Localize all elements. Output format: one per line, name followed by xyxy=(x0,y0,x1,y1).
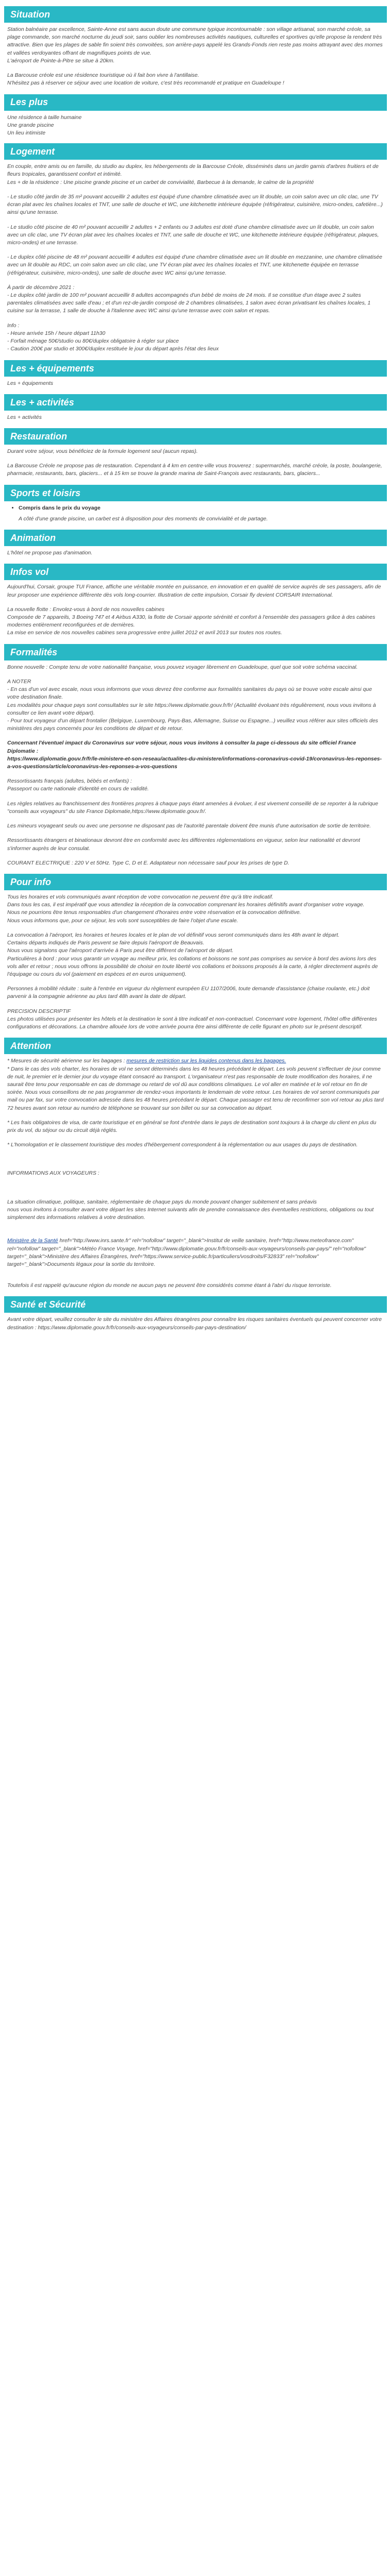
section-title: Les + activités xyxy=(10,397,74,408)
liquids-restriction-link[interactable]: mesures de restriction sur les liquides contenus dans les bagages. xyxy=(126,1058,286,1064)
sports-section xyxy=(7,504,384,523)
sports-list xyxy=(7,504,384,512)
page-content xyxy=(0,6,391,1332)
formalites-section xyxy=(7,664,384,867)
section-header-formalites xyxy=(4,644,387,660)
equipements-section xyxy=(7,380,384,387)
section-header-restauration xyxy=(4,428,387,445)
section-title: Attention xyxy=(10,1041,51,1052)
paragraph-bold: Concernant l'éventuel impact du Coronavirus sur votre séjour, nous vous invitons à consulter la page ci-dessous du site officiel France Diplomatie : https://www.diplomatie.gouv.fr/fr/le-ministere-et-son-reseau/actualites-du-ministere/informations-coronavirus-covid-19/coronavirus-les-reponses-a-vos-questions/article/coronavirus-les-reponses-a-vos-questions xyxy=(7,740,382,770)
paragraph: Info : - Heure arrivée 15h / heure départ 11h30 - Forfait ménage 50€/studio ou 80€/duplex obligatoire à régler sur place - Caution 200€ par studio et 300€/duplex restituée le jour du départ après l'état des lieux xyxy=(7,322,219,352)
paragraph: - Le duplex côté piscine de 48 m² pouvant accueillir 4 adultes est équipé d'une chambre climatisée avec un lit double en mezzanine, une chambre climatisée avec un lit double au RDC, un coin salon avec un clic clac, une TV écran plat avec les chaînes locales et TNT, une kitchenette équipée en terrasse (réfrigérateur, cuisinière, micro-ondes), une salle de douche avec WC ainsi qu'une terrasse. xyxy=(7,254,382,276)
section-header-pourinfo xyxy=(4,874,387,890)
section-header-animation xyxy=(4,530,387,546)
paragraph: Personnes à mobilité réduite : suite à l'entrée en vigueur du règlement européen EU 1107/2006, toute demande d'assistance (chaise roulante, etc.) doit parvenir à la compagnie aérienne au plus tard 48h avant la date de départ. xyxy=(7,986,370,1000)
paragraph: Toutefois il est rappelé qu'aucune région du monde ne aucun pays ne peuvent être considérés comme étant à l'abri du risque terroriste. xyxy=(7,1282,332,1289)
paragraph xyxy=(7,1237,384,1268)
section-header-activites xyxy=(4,394,387,411)
paragraph: INFORMATIONS AUX VOYAGEURS : xyxy=(7,1170,100,1177)
section-title: Animation xyxy=(10,533,56,544)
section-title: Situation xyxy=(10,9,50,20)
section-title: Santé et Sécurité xyxy=(10,1299,86,1310)
section-title: Infos vol xyxy=(10,567,49,578)
plus-list xyxy=(7,114,384,138)
paragraph: PRECISION DESCRIPTIF Les photos utilisées pour présenter les hôtels et la destination le sont à titre indicatif et non-contractuel. Concernant votre logement, l'hôtel offre différentes configurations et décorations. La chambre allouée lors de votre arrivée pourra être ainsi différente de celle figurant en photo sur le présent descriptif. xyxy=(7,1008,377,1030)
paragraph: Les + activités xyxy=(7,414,42,420)
paragraph: La Barcouse créole est une résidence touristique où il fait bon vivre à l'antillaise. N'hésitez pas à réserver ce séjour avec une location de voiture, c'est très recommandé et pratique en Guadeloupe ! xyxy=(7,72,284,87)
section-title: Logement xyxy=(10,146,55,157)
list-item: • Compris dans le prix du voyage xyxy=(19,504,384,512)
section-header-equipements xyxy=(4,360,387,377)
paragraph: La nouvelle flotte : Envolez-vous à bord de nos nouvelles cabines Composée de 7 appareils, 3 Boeing 747 et 4 Airbus A330, la flotte de Corsair apporte sérénité et confort à l'ensemble des passagers grâce à des cabines modernes entièrement reconfigurées et de dernières. La mise en service de nos nouvelles cabines sera progressive entre juillet 2012 et avril 2013 sur toutes nos routes. xyxy=(7,606,376,636)
paragraph: En couple, entre amis ou en famille, du studio au duplex, les hébergements de la Barcouse Créole, disséminés dans un jardin garnis d'arbres fruitiers et de fleurs tropicales, garantissent confort et intimité. Les + de la résidence : Une piscine grande piscine et un carbet de convivialité, Barbecue à la demande, le calme de la propriété xyxy=(7,163,379,185)
paragraph: La situation climatique, politique, sanitaire, réglementaire de chaque pays du monde pouvant changer subitement et sans préavis nous vous invitons à consulter avant votre départ les sites Internet suivants afin de prendre connaissance des éventuelles restrictions, obligations ou tout simplement des informations relatives à votre destination. xyxy=(7,1198,374,1221)
logement-section xyxy=(7,163,384,353)
paragraph: Aujourd'hui, Corsair, groupe TUI France, affiche une véritable montée en puissance, en innovation et en qualité de service auprès de ses passagers, afin de leur proposer une expérience différente dès vols long-courrier. Illustration de cette impulsion, Corsair fly devient CORSAIR International. xyxy=(7,584,381,598)
paragraph: Les règles relatives au franchissement des frontières propres à chaque pays étant amenées à évoluer, il est vivement conseillé de se reporter à la rubrique "conseils aux voyageurs" du site France Diplomatie,https://www.diplomatie.gouv.fr/. xyxy=(7,800,379,815)
paragraph: - Le studio côté piscine de 40 m² pouvant accueillir 2 adultes + 2 enfants ou 3 adultes est doté d'une chambre climatisée avec un lit double, un coin salon avec un clic clac, une TV écran plat avec les chaînes locales et TNT, une salle de douche et WC, une kitchenette intérieure équipée (réfrigérateur, plaques, micro-ondes) et une terrasse. xyxy=(7,224,379,246)
section-header-logement xyxy=(4,143,387,160)
section-title: Pour info xyxy=(10,876,51,887)
paragraph: COURANT ELECTRIQUE : 220 V et 50Hz. Type C, D et E. Adaptateur non nécessaire sauf pour les prises de type D. xyxy=(7,859,289,866)
paragraph: A NOTER - En cas d'un vol avec escale, nous vous informons que vous devrez être conforme aux formalités sanitaires du pays où se trouve votre escale ainsi que votre destination finale. Les modalités pour chaque pays sont consultables sur le site https://www.diplomatie.gouv.fr/fr/ (Actualité évoluant très régulièrement, nous vous invitons à consulter ce lien avant votre départ). - Pour tout voyageur d'un départ frontalier (Belgique, Luxembourg, Pays-Bas, Allemagne, Suisse ou Espagne...) veuillez vous référer aux sites officiels des ministères des pays concernés pour les conditions de départ et de retour. xyxy=(7,678,378,732)
paragraph: La convocation à l'aéroport, les horaires et heures locales et le plan de vol définitif vous seront communiqués dans les 48h avant le départ. Certains départs indiqués de Paris peuvent se faire depuis l'aéroport de Beauvais. Nous vous signalons que l'aéroport d'arrivée à Paris peut être différent de l'aéroport de départ. Particulières à bord : pour vous garantir un voyage au meilleur prix, les collations et boissons ne sont pas comprises au service à bord des avions lors des vols aller et retour ; nous vous offrons la possibilité de choisir en toute liberté vos collations et boissons proposés à la carte, à régler directement auprès de l'équipage ou cours du vol (paiement en espèces et en euros uniquement). xyxy=(7,931,378,977)
text: href="http://www.inrs.sante.fr" rel="nofollow" target="_blank">Institut de veille sanitaire, href="http://www.meteofrance.com" rel="nofollow" target="_blank">Météo France Voyage, href="http://www.diplomatie.gouv.fr/fr/conseils-aux-voyageurs/conseils-par-pays/" rel="nofollow" target="_blank">Ministère des Affaires Étrangères, href="https://www.service-public.fr/particuliers/vosdroits/F32833" rel="nofollow" target="_blank">Documents légaux pour la sortie du territoire. xyxy=(7,1238,366,1267)
attention-section xyxy=(7,1057,384,1290)
paragraph: La Barcouse Créole ne propose pas de restauration. Cependant à 4 km en centre-ville vous trouverez : supermarchés, marché créole, la poste, boulangerie, pharmacie, restaurants, bars, glaciers... et à 15 km se trouve la grande marina de Saint-François avec restaurants, bars, glaciers... xyxy=(7,463,382,477)
paragraph: Les mineurs voyageant seuls ou avec une personne ne disposant pas de l'autorité parentale doivent être munis d'une autorisation de sortie de territoire. xyxy=(7,823,371,829)
plus-section xyxy=(7,114,384,138)
paragraph: - Le studio côté jardin de 35 m² pouvant accueillir 2 adultes est équipé d'une chambre climatisée avec un lit double, un coin salon avec un clic clac, une TV écran plat avec les chaînes locales et TNT, une salle de douche et WC, une kitchenette intérieure équipée (réfrigérateur, cuisinière, micro-ondes, cafetière...) ainsi qu'une terrasse. xyxy=(7,193,383,216)
activites-section xyxy=(7,414,384,421)
section-title: Les + équipements xyxy=(10,363,94,374)
paragraph: L'hôtel ne propose pas d'animation. xyxy=(7,550,93,556)
paragraph: À partir de décembre 2021 : - Le duplex côté jardin de 100 m² pouvant accueillir 8 adultes accompagnés d'un bébé de moins de 24 mois. Il se constitue d'un étage avec 2 suites parentales climatisées avec salle d'eau ; et d'un rez-de-jardin composé de 2 chambres climatisées, 1 salon avec écran privatisant les chaînes locales, 1 cuisine sur la terrasse, 1 salle de douche à l'italienne avec WC ainsi qu'une terrasse avec coin salon et repas. xyxy=(7,284,371,314)
section-header-infosvol xyxy=(4,564,387,580)
section-title: Les plus xyxy=(10,97,48,108)
section-header-sante xyxy=(4,1296,387,1313)
section-header-plus xyxy=(4,94,387,111)
section-header-attention xyxy=(4,1038,387,1054)
list-item: Une grande piscine xyxy=(7,122,54,128)
paragraph: Station balnéaire par excellence, Sainte-Anne est sans aucun doute une commune typique incontournable : son village artisanal, son marché créole, sa plage commande, son marché nocturne du jeudi soir, sans oublier les nombreuses activités nautiques, culturelles et sportives qu'elle propose la rendent très attractive. Bien que les plages de sable fin soient très convoitées, son arrière-pays appelé les Grands-Fonds rien reste pas moins attrayant avec des mornes et vallées verdoyantes offrant de magnifiques points de vue. L'aéroport de Pointe-à-Pitre se situe à 20km. xyxy=(7,26,383,64)
text: * Dans le cas des vols charter, les horaires de vol ne seront déterminés dans les 48 heures précédant le départ. Les vols peuvent s'effectuer de jour comme de nuit, le premier et le dernier jour du voyage étant consacré au transport. L'organisateur n'est pas responsable de toute modification des horaires, il ne saurait être tenu pour responsable en cas de dommage ou retard de vol dû aux conditions climatiques. Le vol aller en matinée et le vol retour en fin de soirée. Nous vous conseillons de ne pas programmer de rendez-vous importants le lendemain de votre retour. Les horaires de vol seront communiqués par mail ou par fax, sur votre convocation adressée dans les 48 heures précédant le départ. Chaque passager est tenu de reconfirmer son vol retour au plus tard 72 heures avant son retour au numéro de téléphone se trouvant sur son billet ou sur sa convocation au départ. xyxy=(7,1065,384,1111)
section-title: Formalités xyxy=(10,647,58,657)
text: * Mesures de sécurité aérienne sur les bagages : xyxy=(7,1058,127,1064)
paragraph: * L'homologation et le classement touristique des modes d'hébergement correspondent à la réglementation ou aux usages du pays de destination. xyxy=(7,1142,358,1148)
paragraph: Les + équipements xyxy=(7,380,54,386)
list-item: Un lieu intimiste xyxy=(7,129,46,136)
situation-section xyxy=(7,26,384,88)
list-item: Une résidence à taille humaine xyxy=(7,114,82,121)
section-title: Sports et loisirs xyxy=(10,487,81,498)
paragraph: * Les frais obligatoires de visa, de carte touristique et en général se font d'entrée dans le pays de destination sont toujours à la charge du client en plus du prix du vol, du séjour ou du circuit déjà réglés. xyxy=(7,1119,377,1134)
infosvol-section xyxy=(7,583,384,637)
paragraph: Tous les horaires et vols communiqués avant réception de votre convocation ne peuvent être qu'à titre indicatif. Dans tous les cas, il est impératif que vous attendiez la réception de la convocation comprenant les horaires définitifs avant d'organiser votre voyage. Nous ne pourrions être tenus responsables d'un changement d'horaires entre votre réservation et la convocation définitive. Nous vous informons que, pour ce séjour, les vols sont susceptibles de faire l'objet d'une escale. xyxy=(7,894,365,924)
section-title: Restauration xyxy=(10,431,68,442)
paragraph: Bonne nouvelle : Compte tenu de votre nationalité française, vous pouvez voyager librement en Guadeloupe, quel que soit votre schéma vaccinal. xyxy=(7,664,358,670)
animation-section xyxy=(7,549,384,557)
pourinfo-section xyxy=(7,893,384,1031)
paragraph: A côté d'une grande piscine, un carbet est à disposition pour des moments de convivialité et de partage. xyxy=(19,515,268,522)
paragraph: Durant votre séjour, vous bénéficiez de la formule logement seul (aucun repas). xyxy=(7,448,198,454)
paragraph: Avant votre départ, veuillez consulter le site du ministère des Affaires étrangères pour connaître les risques sanitaires éventuels qui peuvent concerner votre destination : https://www.diplomatie.gouv.fr/fr/conseils-aux-voyageurs/conseils-par-pays-destination/ xyxy=(7,1316,382,1331)
section-header-situation xyxy=(4,6,387,23)
paragraph: Ressortissants étrangers et binationaux devront être en conformité avec les différentes réglementations en vigueur, selon leur nationalité et devront s'informer auprès de leur consulat. xyxy=(7,837,361,852)
section-header-sports xyxy=(4,485,387,501)
paragraph xyxy=(7,1057,384,1112)
restauration-section xyxy=(7,448,384,478)
ministere-sante-link[interactable]: Ministère de la Santé xyxy=(7,1238,58,1244)
paragraph: Ressortissants français (adultes, bébés et enfants) : Passeport ou carte nationale d'identité en cours de validité. xyxy=(7,778,149,792)
sante-section xyxy=(7,1316,384,1331)
